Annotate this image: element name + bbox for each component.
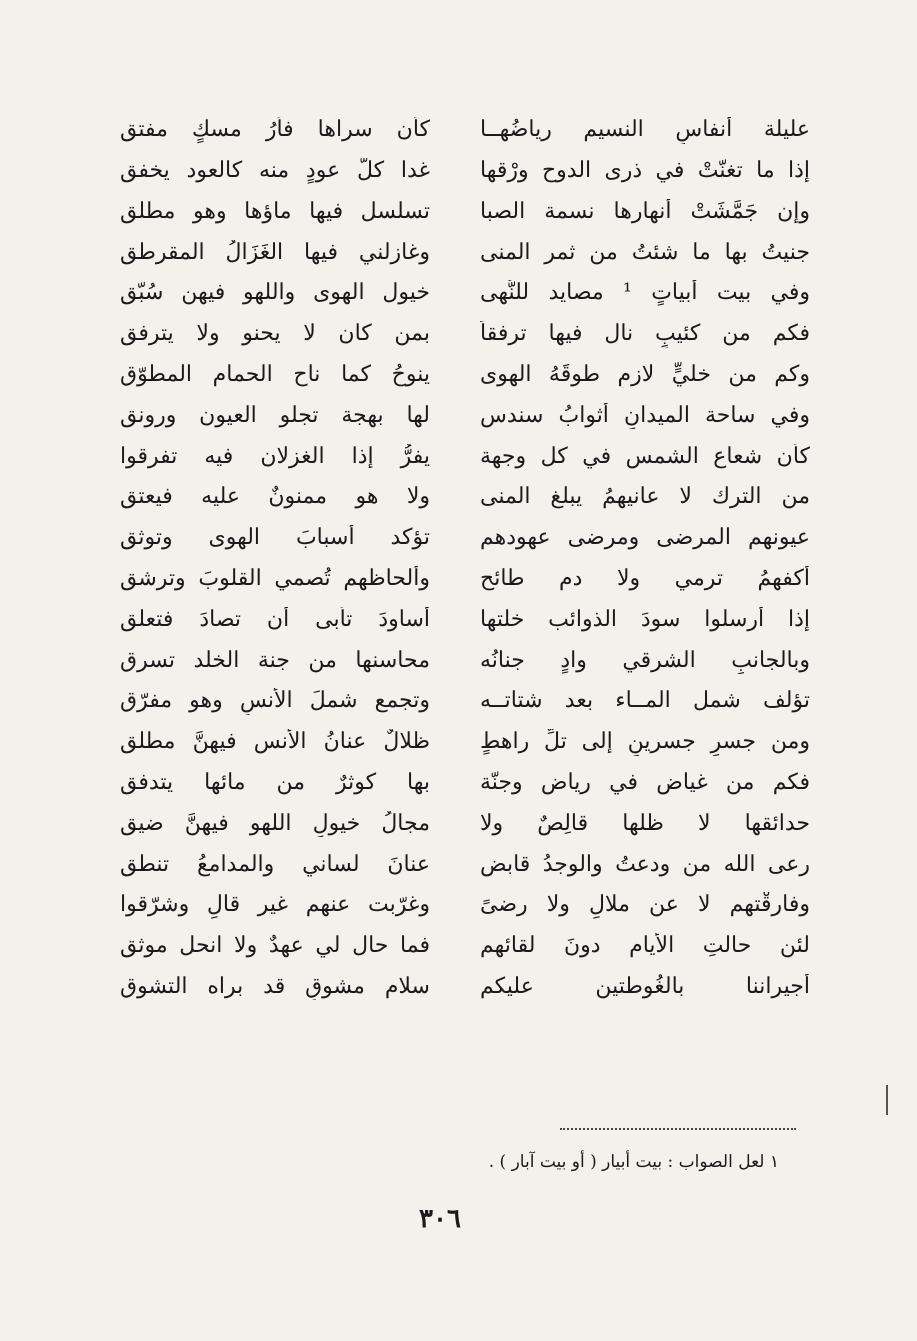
verse-line	[120, 967, 810, 1008]
verse-line	[120, 804, 810, 845]
footnote: ١ لعل الصواب : بيت أبيار ( أو بيت آبار ) .	[488, 1152, 779, 1172]
first-hemistich: ومن جسرِ جسرينٍ إلى تلِّ راهطٍ	[480, 729, 810, 755]
footnote-separator	[560, 1128, 796, 1130]
second-hemistich: وتجمع شملَ الأُنسِ وهو مفرّق	[120, 688, 430, 714]
first-hemistich: وبالجانبِ الشرقي وادٍ جنانُه	[480, 647, 810, 673]
verse-line	[120, 722, 810, 763]
second-hemistich: بها كوثرٌ من مائها يتدفق	[120, 769, 430, 795]
first-hemistich: تؤلف شمل المــاء بعد شتاتــه	[480, 688, 810, 714]
second-hemistich: فما حال لي عهدٌ ولا انحل موثق	[120, 933, 430, 959]
second-hemistich: تسلسل فيها ماؤها وهو مطلق	[120, 198, 430, 224]
first-hemistich: وفي ساحة الميدانِ أثوابُ سندس	[480, 402, 810, 428]
first-hemistich: وفي بيت أبياتٍ ¹ مصايد للنُّهى	[480, 280, 810, 306]
second-hemistich: يفرُّ إذا الغزلان فيه تفرقوا	[120, 443, 430, 469]
first-hemistich: من الترك لا عانيهمُ يبلغ المنى	[480, 484, 810, 510]
second-hemistich: ظلالٌ عنانُ الأنس فيهنَّ مطلق	[120, 729, 430, 755]
poem	[120, 110, 810, 1008]
verse-line	[120, 151, 810, 192]
verse-line	[120, 273, 810, 314]
second-hemistich: محاسنها من جنة الخلد تسرق	[120, 647, 430, 673]
verse-line	[120, 640, 810, 681]
first-hemistich: إذا أرسلوا سودَ الذوائب خلتها	[480, 606, 810, 632]
second-hemistich: مجالُ خيولِ اللهو فيهنَّ ضيق	[120, 810, 430, 836]
verse-line	[120, 926, 810, 967]
first-hemistich: لئن حالتِ الأيام دونَ لقائهم	[480, 933, 810, 959]
verse-line	[120, 477, 810, 518]
first-hemistich: عيونهم المرضى ومرضى عهودهم	[480, 525, 810, 551]
second-hemistich: أساودَ تأبى أن تصادَ فتعلق	[120, 606, 430, 632]
verse-line	[120, 600, 810, 641]
verse-line	[120, 355, 810, 396]
first-hemistich: وإن جَمَّشَتْ أنهارها نسمة الصبا	[480, 198, 810, 224]
second-hemistich: عنانَ لساني والمدامعُ تنطق	[120, 851, 430, 877]
page-number: ٣٠٦	[419, 1204, 461, 1234]
first-hemistich: رعى الله من ودعتُ والوجدُ قابض	[480, 851, 810, 877]
verse-line	[120, 763, 810, 804]
first-hemistich: جنيتُ بها ما شئتُ من ثمر المنى	[480, 239, 810, 265]
verse-line	[120, 192, 810, 233]
verse-line	[120, 396, 810, 437]
second-hemistich: وغرّبت عنهم غير قالٍ وشرّقوا	[120, 892, 430, 918]
second-hemistich: وغازلني فيها الغَزَالُ المقرطق	[120, 239, 430, 265]
first-hemistich: عليلة أنفاسِ النسيم رياضُهــا	[480, 117, 810, 143]
verse-line	[120, 559, 810, 600]
second-hemistich: ولا هو ممنونٌ عليه فيعتق	[120, 484, 430, 510]
second-hemistich: وألحاظهم تُصمي القلوبَ وترشق	[120, 565, 430, 591]
second-hemistich: تؤكد أسبابَ الهوى وتوثق	[120, 525, 430, 551]
verse-line	[120, 681, 810, 722]
verse-line	[120, 885, 810, 926]
second-hemistich: خيول الهوى واللهو فيهن سُبّق	[120, 280, 430, 306]
second-hemistich: لها بهجة تجلو العيون ورونق	[120, 402, 430, 428]
verse-line	[120, 436, 810, 477]
second-hemistich: غدا كلُّ عودٍ منه كالعود يخفق	[120, 158, 430, 183]
second-hemistich: ينوحُ كما ناح الحمام المطوّق	[120, 361, 430, 387]
margin-mark	[886, 1085, 888, 1115]
first-hemistich: أكفهمُ ترمي ولا دم طائح	[480, 565, 810, 591]
verse-line	[120, 314, 810, 355]
first-hemistich: فكم من غياضٍ في رياضٍ وجنّة	[480, 769, 810, 795]
first-hemistich: إذا ما تغنّتْ في ذرى الدوح ورْقها	[480, 158, 810, 183]
verse-line	[120, 518, 810, 559]
first-hemistich: أجيراننا بالغُوطتين عليكم	[480, 973, 810, 999]
verse-line	[120, 844, 810, 885]
second-hemistich: سلام مشوقٍ قد براه التشوق	[120, 973, 430, 999]
verse-line	[120, 110, 810, 151]
second-hemistich: كأن سراها فأرُ مسكٍ مفتق	[120, 117, 430, 143]
second-hemistich: بمن كان لا يحنو ولا يترفق	[120, 321, 430, 347]
first-hemistich: وكم من خليٍّ لازمٍ طوقَهُ الهوى	[480, 361, 810, 387]
first-hemistich: وفارقْتهم لا عن ملالٍ ولا رضىً	[480, 892, 810, 918]
first-hemistich: كأن شعاع الشمس في كل وجهة	[480, 443, 810, 469]
verse-line	[120, 232, 810, 273]
first-hemistich: فكم من كئيبٍ نال فيها ترفقاً	[480, 321, 810, 347]
first-hemistich: حدائقها لا ظلها قالِصٌ ولا	[480, 810, 810, 836]
